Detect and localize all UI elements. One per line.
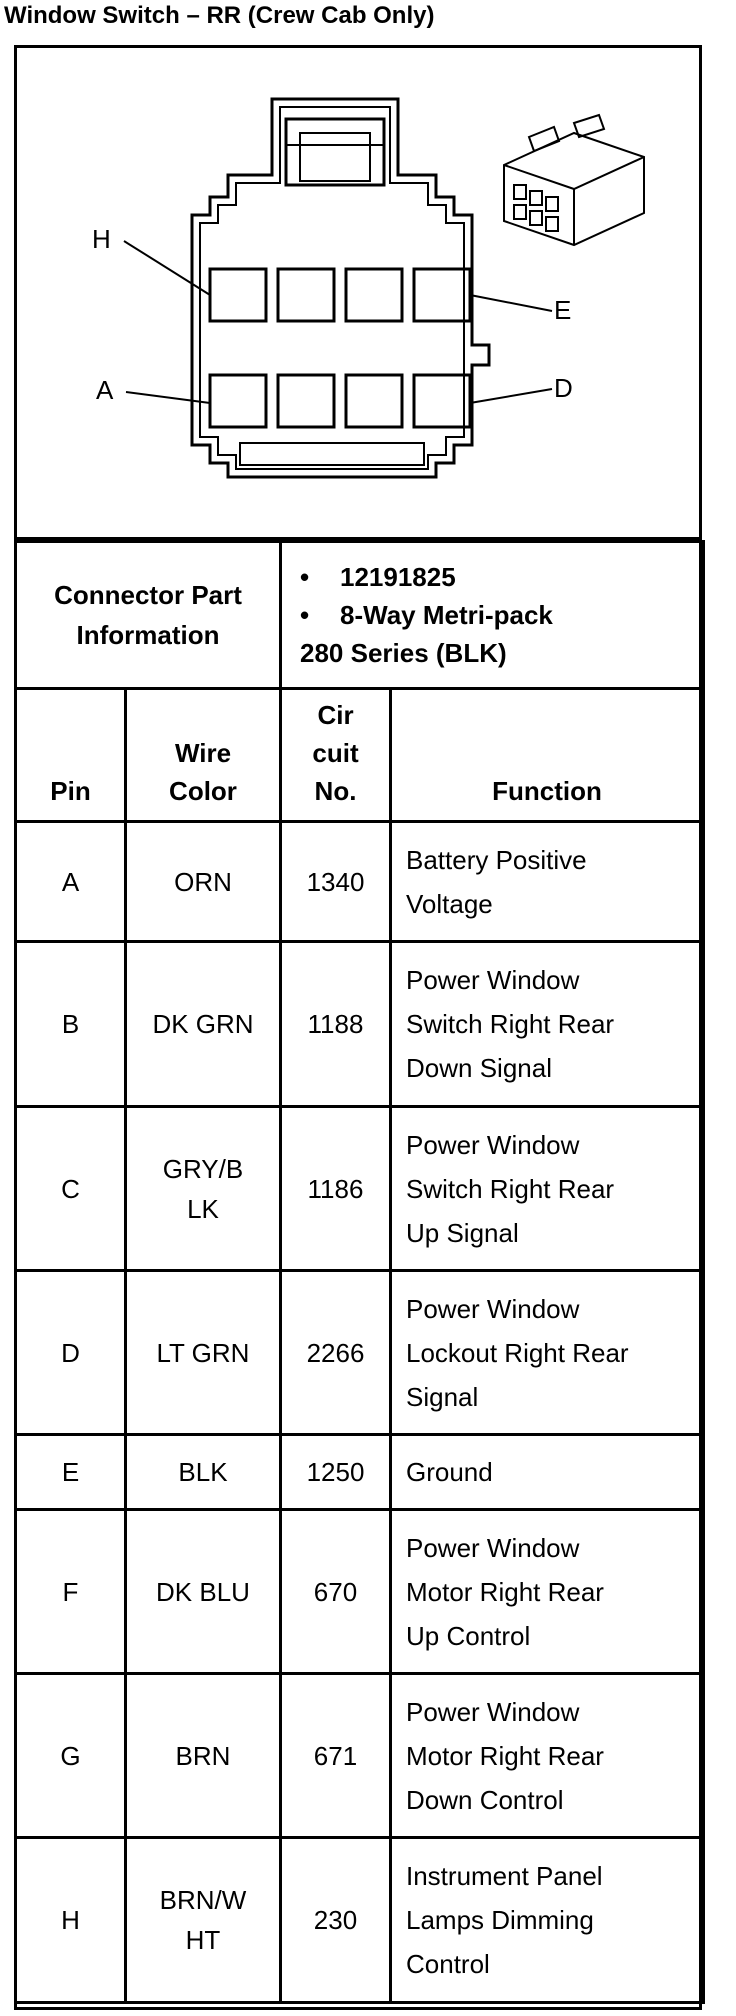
function-cell: Power Window Motor Right Rear Down Control bbox=[391, 1674, 704, 1838]
connector-inner-outline bbox=[200, 107, 464, 469]
function-cell: Ground bbox=[391, 1435, 704, 1510]
table-row bbox=[16, 1674, 704, 1838]
page-title: Window Switch – RR (Crew Cab Only) bbox=[4, 2, 435, 29]
circuit-cell: 1250 bbox=[281, 1435, 391, 1510]
circuit-cell: 1186 bbox=[281, 1107, 391, 1271]
table-row bbox=[16, 1107, 704, 1271]
connector-info-values bbox=[281, 542, 704, 689]
label-e: E bbox=[554, 295, 572, 325]
wire-color-cell: LT GRN bbox=[126, 1271, 281, 1435]
function-cell: Power Window Switch Right Rear Down Signal bbox=[391, 942, 704, 1107]
wire-color-cell: BRN/W HT bbox=[126, 1838, 281, 2003]
cavity-c bbox=[346, 375, 402, 427]
function-cell: Instrument Panel Lamps Dimming Control bbox=[391, 1838, 704, 2003]
circuit-cell: 1188 bbox=[281, 942, 391, 1107]
label-d: D bbox=[554, 373, 573, 403]
cavity-e bbox=[414, 269, 470, 321]
pin-cell: G bbox=[16, 1674, 126, 1838]
pin-cell: A bbox=[16, 822, 126, 942]
pin-cell: B bbox=[16, 942, 126, 1107]
latch-inner bbox=[300, 133, 370, 181]
wire-color-cell: ORN bbox=[126, 822, 281, 942]
table-row bbox=[16, 822, 704, 942]
pin-cell: D bbox=[16, 1271, 126, 1435]
cavity-d bbox=[414, 375, 470, 427]
table-row bbox=[16, 1510, 704, 1674]
label-h: H bbox=[92, 224, 111, 254]
connector-drawing bbox=[14, 45, 702, 540]
cavity-a bbox=[210, 375, 266, 427]
wire-color-cell: DK BLU bbox=[126, 1510, 281, 1674]
function-cell: Power Window Switch Right Rear Up Signal bbox=[391, 1107, 704, 1271]
header-function: Function bbox=[391, 689, 704, 822]
circuit-cell: 230 bbox=[281, 1838, 391, 2003]
connector-info-label: Connector Part Information bbox=[16, 542, 281, 689]
header-pin: Pin bbox=[16, 689, 126, 822]
connector-outline bbox=[192, 99, 489, 477]
circuit-cell: 1340 bbox=[281, 822, 391, 942]
pin-cell: H bbox=[16, 1838, 126, 2003]
wire-color-cell: GRY/B LK bbox=[126, 1107, 281, 1271]
header-wire-color: Wire Color bbox=[126, 689, 281, 822]
function-cell: Power Window Lockout Right Rear Signal bbox=[391, 1271, 704, 1435]
label-a: A bbox=[96, 375, 114, 405]
table-row bbox=[16, 1435, 704, 1510]
connector-type: • 8-Way Metri-pack bbox=[300, 600, 553, 630]
connector-info-row bbox=[16, 542, 704, 689]
bottom-key bbox=[240, 443, 424, 465]
cavity-h bbox=[210, 269, 266, 321]
connector-diagram bbox=[14, 45, 702, 540]
function-cell: Power Window Motor Right Rear Up Control bbox=[391, 1510, 704, 1674]
leader-d bbox=[470, 389, 552, 403]
pinout-table bbox=[14, 540, 705, 2004]
header-row bbox=[16, 689, 704, 822]
leader-e bbox=[470, 295, 552, 311]
part-number: • 12191825 bbox=[300, 562, 456, 592]
circuit-cell: 670 bbox=[281, 1510, 391, 1674]
table-row bbox=[16, 1271, 704, 1435]
table-row bbox=[16, 942, 704, 1107]
circuit-cell: 671 bbox=[281, 1674, 391, 1838]
cavity-b bbox=[278, 375, 334, 427]
header-circuit: Cir cuit No. bbox=[281, 689, 391, 822]
connector-thumbnail bbox=[504, 115, 644, 245]
pin-cell: C bbox=[16, 1107, 126, 1271]
circuit-cell: 2266 bbox=[281, 1271, 391, 1435]
function-cell: Battery Positive Voltage bbox=[391, 822, 704, 942]
wire-color-cell: BRN bbox=[126, 1674, 281, 1838]
wire-color-cell: DK GRN bbox=[126, 942, 281, 1107]
pin-cell: F bbox=[16, 1510, 126, 1674]
leader-h bbox=[124, 241, 210, 295]
cavity-f bbox=[346, 269, 402, 321]
table-row bbox=[16, 1838, 704, 2003]
wire-color-cell: BLK bbox=[126, 1435, 281, 1510]
cavity-g bbox=[278, 269, 334, 321]
pin-cell: E bbox=[16, 1435, 126, 1510]
leader-a bbox=[126, 392, 210, 403]
connector-series: 280 Series (BLK) bbox=[300, 638, 507, 668]
